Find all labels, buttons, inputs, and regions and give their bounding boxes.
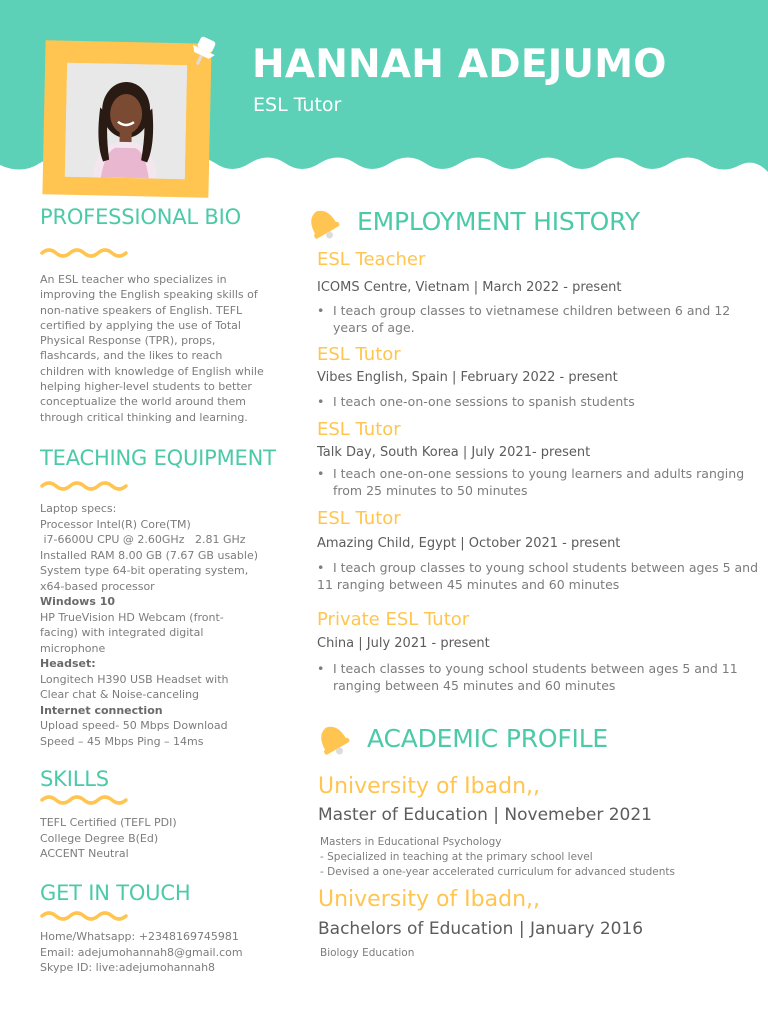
- equipment-line: microphone: [40, 641, 106, 655]
- squiggle-divider: [40, 247, 130, 259]
- equipment-line: Installed RAM 8.00 GB (7.67 GB usable): [40, 548, 259, 562]
- contact-email: Email: adejumohannah8@gmail.com: [40, 945, 243, 959]
- pushpin-icon: [184, 32, 224, 68]
- degree-details: Biology Education: [320, 947, 415, 959]
- job-employer: Amazing Child, Egypt | October 2021 - present: [317, 536, 621, 551]
- job-title: ESL Teacher: [317, 249, 426, 270]
- equipment-line: x64-based processor: [40, 579, 155, 593]
- job-bullet: • I teach one-on-one sessions to spanish students: [317, 394, 635, 409]
- person-role: ESL Tutor: [253, 94, 342, 116]
- equipment-line: Longitech H390 USB Headset with: [40, 672, 229, 686]
- bell-icon: [302, 202, 342, 242]
- skill-item: College Degree B(Ed): [40, 831, 159, 845]
- job-employer: China | July 2021 - present: [317, 636, 490, 651]
- bio-text: An ESL teacher who specializes in improving the English speaking skills of non-native speakers of English. TEFL certified by applying the use of Total Physical Response (TPR), props, flashcards, and the likes to reach children with knowledge of English while helping higher-level students to better conceptualize the world around them through critical thinking and learning.: [40, 273, 264, 424]
- job-title: ESL Tutor: [317, 419, 401, 440]
- skill-item: TEFL Certified (TEFL PDI): [40, 816, 177, 829]
- job-bullet: • I teach group classes to vietnamese children between 6 and 12 years of age.: [317, 303, 731, 335]
- bell-icon: [312, 718, 352, 758]
- profile-photo: [65, 63, 187, 179]
- skills-heading: SKILLS: [40, 767, 109, 791]
- equipment-line: Internet connection: [40, 703, 163, 717]
- school-name: University of Ibadn,,: [318, 887, 540, 912]
- academic-heading: ACADEMIC PROFILE: [367, 724, 609, 753]
- equipment-line: facing) with integrated digital: [40, 626, 204, 639]
- degree-title: Master of Education | Novemeber 2021: [318, 805, 652, 825]
- squiggle-divider: [40, 480, 130, 492]
- squiggle-divider: [40, 910, 130, 922]
- job-employer: ICOMS Centre, Vietnam | March 2022 - present: [317, 280, 622, 295]
- contact-phone: Home/Whatsapp: +2348169745981: [40, 930, 239, 943]
- job-bullet: • I teach classes to young school students between ages 5 and 11 ranging between 45 minutes and 60 minutes: [317, 661, 738, 693]
- school-name: University of Ibadn,,: [318, 774, 540, 799]
- equipment-heading: TEACHING EQUIPMENT: [40, 446, 276, 470]
- person-name: HANNAH ADEJUMO: [252, 42, 667, 87]
- job-bullet: • I teach group classes to young school students between ages 5 and 11 ranging between 45 minutes and 60 minutes: [317, 560, 759, 592]
- skill-item: ACCENT Neutral: [40, 847, 129, 860]
- job-title: ESL Tutor: [317, 344, 401, 365]
- degree-details: Masters in Educational Psychology - Specialized in teaching at the primary school level - Devised a one-year accelerated curriculum for advanced students: [320, 836, 675, 878]
- equipment-line: HP TrueVision HD Webcam (front-: [40, 610, 224, 624]
- bio-heading: PROFESSIONAL BIO: [40, 205, 241, 229]
- equipment-line: Clear chat & Noise-canceling: [40, 688, 200, 701]
- equipment-line: Speed – 45 Mbps Ping – 14ms: [40, 734, 204, 748]
- contact-heading: GET IN TOUCH: [40, 881, 191, 905]
- equipment-line: System type 64-bit operating system,: [40, 564, 249, 577]
- job-title: ESL Tutor: [317, 508, 401, 529]
- contact-list: [40, 929, 280, 976]
- equipment-line: Laptop specs:: [40, 502, 117, 515]
- skills-list: [40, 815, 280, 862]
- job-employer: Talk Day, South Korea | July 2021- present: [317, 445, 591, 460]
- equipment-line: Processor Intel(R) Core(TM): [40, 517, 191, 531]
- job-employer: Vibes English, Spain | February 2022 - present: [317, 370, 618, 385]
- equipment-line: i7-6600U CPU @ 2.60GHz 2.81 GHz: [40, 533, 246, 546]
- squiggle-divider: [40, 794, 130, 806]
- employment-heading: EMPLOYMENT HISTORY: [357, 207, 640, 236]
- degree-title: Bachelors of Education | January 2016: [318, 919, 644, 939]
- job-title: Private ESL Tutor: [317, 609, 470, 630]
- equipment-line: Upload speed- 50 Mbps Download: [40, 719, 228, 732]
- equipment-line: Headset:: [40, 657, 96, 670]
- job-bullet: • I teach one-on-one sessions to young learners and adults ranging from 25 minutes to 50 minutes: [317, 466, 745, 498]
- contact-skype: Skype ID: live:adejumohannah8: [40, 961, 216, 974]
- equipment-list: [40, 501, 280, 749]
- equipment-line: Windows 10: [40, 595, 116, 608]
